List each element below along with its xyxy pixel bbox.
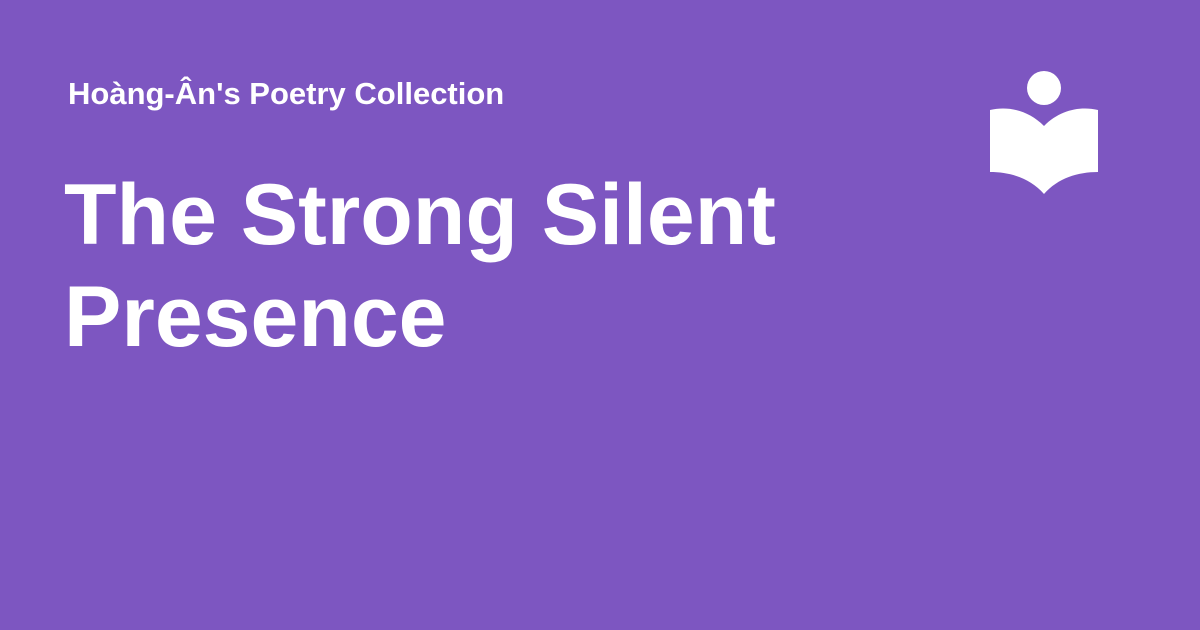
open-book-shape: [990, 109, 1098, 194]
collection-title: Hoàng-Ân's Poetry Collection: [68, 76, 505, 111]
reading-person-book-icon: [988, 70, 1100, 198]
reader-head-shape: [1027, 71, 1061, 105]
poem-title: The Strong Silent Presence: [64, 167, 776, 365]
